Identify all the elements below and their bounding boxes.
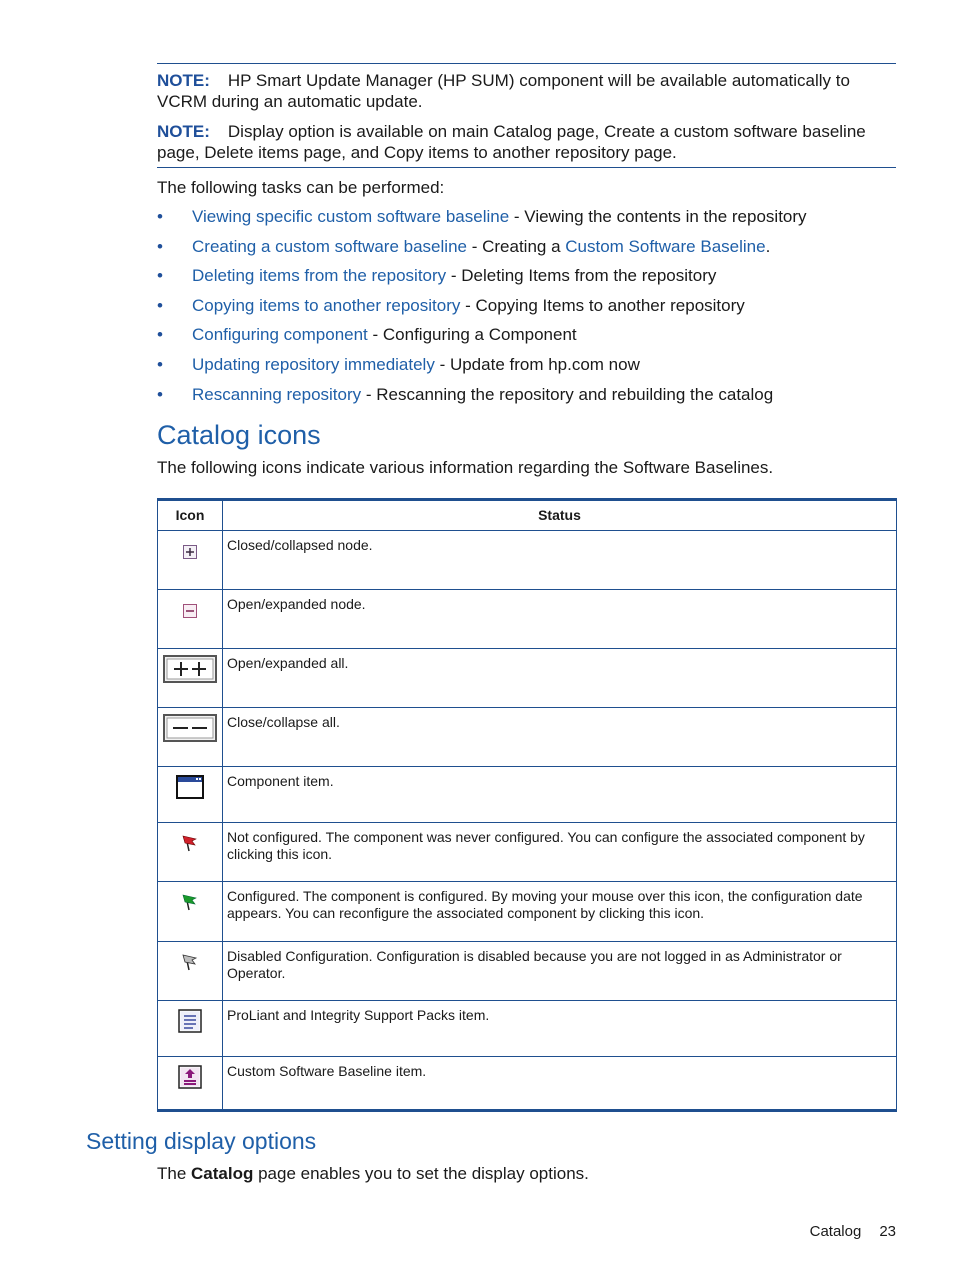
window-icon <box>176 775 204 799</box>
red-flag-icon <box>180 833 200 853</box>
note-text: Display option is available on main Catalog page, Create a custom software baseline page, Delete items page, and Copy items to another repository page. <box>157 122 866 162</box>
display-options-description <box>157 1163 589 1184</box>
task-link-rescanning[interactable]: Rescanning repository <box>192 384 362 404</box>
catalog-bold: Catalog <box>191 1164 254 1183</box>
task-description: - Rescanning the repository and rebuilding the catalog <box>361 384 774 404</box>
list-item <box>157 354 897 384</box>
table-row <box>158 1001 897 1057</box>
list-item <box>157 324 897 354</box>
table-row <box>158 708 897 767</box>
note-text: HP Smart Update Manager (HP SUM) component will be available automatically to VCRM during an automatic update. <box>157 71 850 111</box>
green-flag-icon <box>180 892 200 912</box>
table-row <box>158 649 897 708</box>
page-number: 23 <box>879 1223 896 1240</box>
list-item <box>157 236 897 266</box>
custom-software-baseline-link[interactable]: Custom Software Baseline <box>565 236 766 256</box>
table-row <box>158 1057 897 1111</box>
notes-box <box>157 63 896 168</box>
task-link-configuring[interactable]: Configuring component <box>192 325 368 345</box>
list-item <box>157 265 897 295</box>
bullet: • <box>157 236 163 256</box>
status-text: Disabled Configuration. Configuration is disabled because you are not logged in as Administrator or Operator. <box>223 942 897 1001</box>
table-header-row <box>158 500 897 531</box>
table-row <box>158 882 897 942</box>
bullet: • <box>157 207 163 226</box>
footer-section: Catalog <box>809 1223 862 1240</box>
plus-box-icon <box>182 544 198 560</box>
task-description-end: . <box>765 236 771 256</box>
bullet: • <box>157 266 163 286</box>
task-description: - Configuring a Component <box>367 325 577 345</box>
status-text: Closed/collapsed node. <box>223 531 897 590</box>
status-text: Open/expanded node. <box>223 590 897 649</box>
status-text: Configured. The component is configured. By moving your mouse over this icon, the configuration date appears. You can reconfigure the associated component by clicking this icon. <box>223 882 897 942</box>
task-description: - Viewing the contents in the repository <box>509 207 807 226</box>
list-item <box>157 295 897 325</box>
note-label: NOTE: <box>157 71 210 90</box>
setting-display-options-heading: Setting display options <box>86 1128 317 1154</box>
catalog-icons-description: The following icons indicate various information regarding the Software Baselines. <box>157 458 774 477</box>
bullet: • <box>157 354 163 374</box>
note-2 <box>157 121 896 163</box>
table-row <box>158 531 897 590</box>
column-header-icon: Icon <box>158 500 223 531</box>
bullet: • <box>157 295 163 315</box>
status-text: Open/expanded all. <box>223 649 897 708</box>
task-link-creating[interactable]: Creating a custom software baseline <box>192 236 467 256</box>
table-row <box>158 590 897 649</box>
task-link-updating[interactable]: Updating repository immediately <box>192 354 435 374</box>
list-item <box>157 206 897 236</box>
minus-box-icon <box>182 603 198 619</box>
table-row <box>158 823 897 882</box>
task-link-deleting[interactable]: Deleting items from the repository <box>192 266 447 286</box>
catalog-icons-heading: Catalog icons <box>157 420 321 450</box>
column-header-status: Status <box>223 500 897 531</box>
gray-flag-icon <box>180 952 200 972</box>
bullet: • <box>157 384 163 404</box>
table-row <box>158 767 897 823</box>
task-description: - Copying Items to another repository <box>460 295 745 315</box>
status-text: ProLiant and Integrity Support Packs item. <box>223 1001 897 1057</box>
page-footer <box>792 1223 896 1240</box>
catalog-icons-table <box>157 498 897 1112</box>
tasks-intro: The following tasks can be performed: <box>157 178 445 197</box>
collapse-all-icon <box>163 714 217 742</box>
bullet: • <box>157 325 163 345</box>
text-post: page enables you to set the display options. <box>253 1164 589 1183</box>
task-link-copying[interactable]: Copying items to another repository <box>192 295 461 315</box>
task-link-viewing[interactable]: Viewing specific custom software baseline <box>192 207 510 226</box>
task-description: - Deleting Items from the repository <box>446 266 717 286</box>
task-description: - Update from hp.com now <box>434 354 640 374</box>
status-text: Close/collapse all. <box>223 708 897 767</box>
task-list <box>157 206 897 413</box>
expand-all-icon <box>163 655 217 683</box>
status-text: Component item. <box>223 767 897 823</box>
task-description: - Creating a <box>466 236 566 256</box>
document-list-icon <box>178 1009 202 1033</box>
list-item <box>157 384 897 414</box>
baseline-item-icon <box>178 1065 202 1089</box>
note-1 <box>157 70 896 112</box>
note-label: NOTE: <box>157 122 210 141</box>
table-row <box>158 942 897 1001</box>
status-text: Not configured. The component was never configured. You can configure the associated component by clicking this icon. <box>223 823 897 882</box>
status-text: Custom Software Baseline item. <box>223 1057 897 1111</box>
text-pre: The <box>157 1164 192 1183</box>
